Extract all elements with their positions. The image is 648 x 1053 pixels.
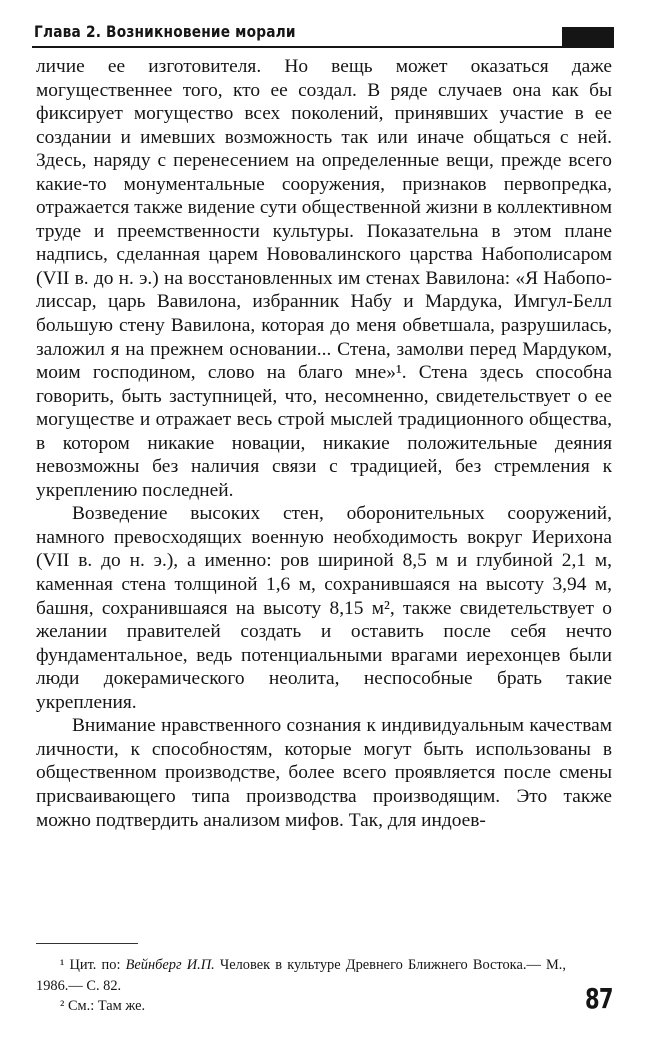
paragraph: Возведение высоких стен, оборонительных сооружений, намного превосходящих военную необходимость вокруг Иерихона (VII в. до н. э.), а именно: ров шириной 8,5 м и глубиной 2,1 м, каменная стена толщиной 1,6 м, сохранившаяся на высоту 3,94 м, башня, сохранившаяся на высоту 8,15 м², также свидетельствует о желании правителей создать и оставить после себя нечто фундаментальное, ведь потенциальными врагами иерехонцев были люди докерамического неолита, неспособные брать такие укрепления. — [36, 503, 612, 713]
footnotes — [36, 955, 566, 1017]
footnote-author: Вейнберг И.П. — [125, 957, 215, 973]
paragraph: личие ее изготовителя. Но вещь может оказаться даже могущественнее того, кто ее создал. В ряде случаев она как бы фиксирует могущество всех поколений, принявших участие в ее создании и имевших возможность так или иначе общаться с ней. Здесь, наряду с перенесением на определенные вещи, прежде всего какие-то монументальные сооружения, признаков первопредка, отражается также видение сути общественной жизни в коллективном труде и преемственности культуры. Показательна в этом плане надпись, сделанная царем Нововалинского царства Набополисаром (VII в. до н. э.) на восстановленных им стенах Вавилона: «Я Набополиссар, царь Вавилона, избранник Набу и Мардука, Имгул-Белл большую стену Вавилона, которая до меня обветшала, разрушилась, заложил я на прежнем основании... Стена, замолви перед Мардуком, моим господином, слово на благо мне»¹. Стена здесь способна говорить, быть заступницей, что, несомненно, свидетельствует о ее могуществе и отражает весь строй мыслей традиционного общества, в котором никакие новации, никакие положительные деяния невозможны без наличия связи с традицией, без стремления к укреплению последней. — [36, 56, 612, 501]
footnote-text: Человек в культуре Древнего Ближнего Востока.— М., 1986.— С. 82. — [36, 957, 566, 994]
body-text — [36, 55, 612, 832]
header-rule — [32, 46, 614, 48]
footnote-prefix: Цит. по: — [69, 957, 126, 973]
paragraph: Внимание нравственного сознания к индивидуальным качествам личности, к способностям, которые могут быть использованы в общественном производстве, более всего проявляется после смены присваивающего типа производства производящим. Это также можно подтвердить анализом мифов. Так, для индоев- — [36, 715, 612, 831]
footnote-marker: ¹ — [60, 957, 65, 973]
footnote-marker: ² — [60, 998, 65, 1014]
footnote — [36, 996, 566, 1017]
page-number: 87 — [585, 982, 613, 1015]
chapter-title: Глава 2. Возникновение морали — [34, 22, 296, 41]
footnote-rule — [36, 943, 138, 944]
header-bar — [562, 27, 614, 47]
footnote — [36, 955, 566, 996]
footnote-prefix: См.: Там же. — [67, 998, 146, 1014]
